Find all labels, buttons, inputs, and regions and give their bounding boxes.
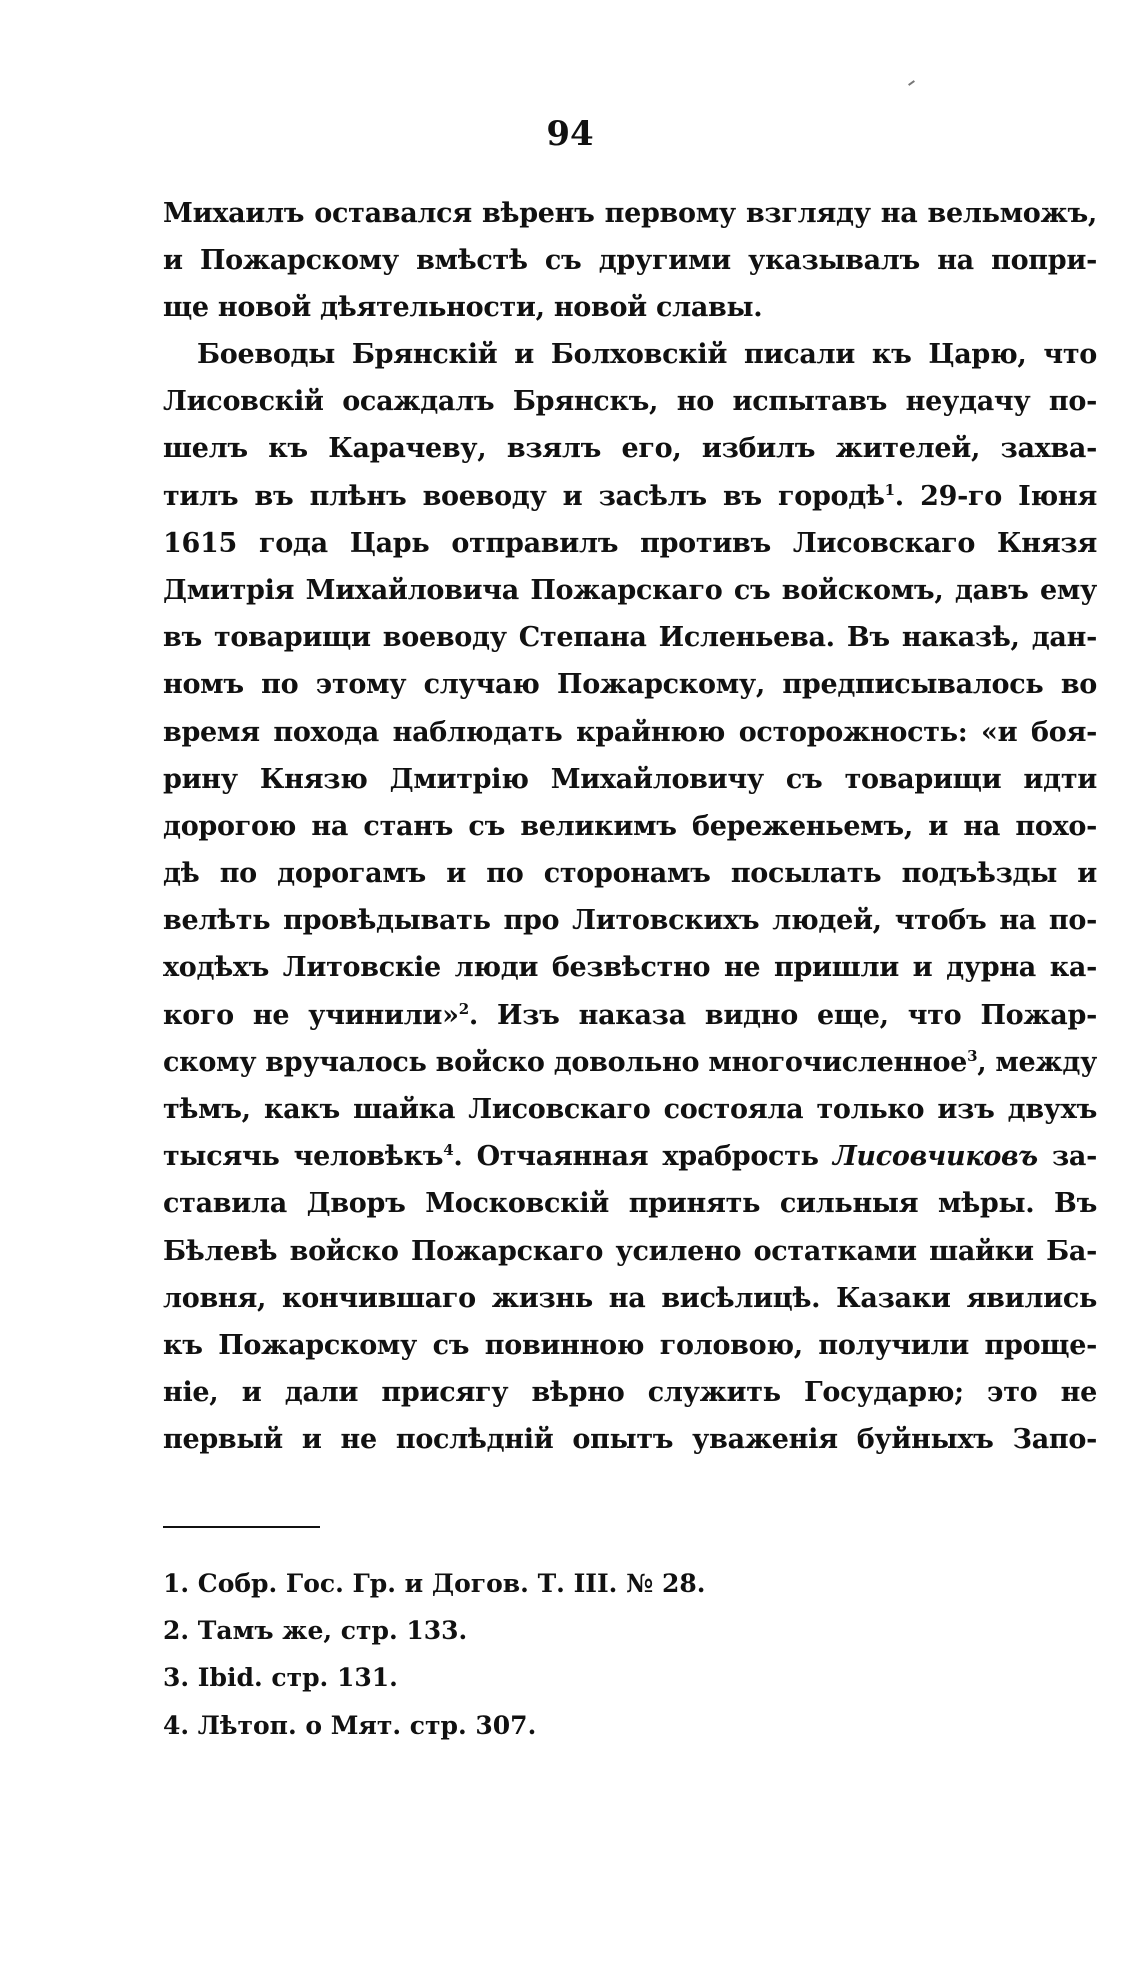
text-line: тѣмъ, какъ шайка Лисовскаго состояла только изъ двухъ [163, 1094, 1097, 1125]
line-segment: . 29-го Іюня [894, 480, 1097, 512]
italic-term: Лисовчиковъ [832, 1141, 1038, 1173]
footnotes [163, 1560, 863, 1749]
text-line: дорогою на станъ съ великимъ береженьемъ, и на похо- [163, 810, 1097, 842]
text-line [163, 1039, 1097, 1086]
text-line: въ товарищи воеводу Степана Исленьева. Въ наказѣ, дан- [163, 622, 1097, 654]
footnote-ref: 4 [443, 1141, 454, 1160]
text-line: Лисовскій осаждалъ Брянскъ, но испытавъ неудачу по- [163, 386, 1097, 418]
line-segment: за- [1037, 1141, 1097, 1173]
text-line: ловня, кончившаго жизнь на висѣлицѣ. Казаки явились [163, 1282, 1097, 1314]
main-paragraph [163, 331, 1097, 1464]
footnote: 1. Собр. Гос. Гр. и Догов. Т. III. № 28. [163, 1569, 706, 1598]
line-segment: кого не учинили» [163, 999, 459, 1031]
footnote: 4. Лѣтоп. о Мят. стр. 307. [163, 1710, 537, 1740]
text-line: шелъ къ Карачеву, взялъ его, избилъ жителей, захва- [163, 433, 1097, 465]
line-segment: тилъ въ плѣнъ воеводу и засѣлъ въ городѣ [163, 480, 885, 512]
text-line: Бѣлевѣ войско Пожарскаго усилено остатками шайки Ба- [163, 1235, 1097, 1267]
text-line: ще новой дѣятельности, новой славы. [163, 292, 763, 324]
text-line: номъ по этому случаю Пожарскому, предписывалось во [163, 669, 1097, 701]
footnote-ref: 2 [458, 999, 469, 1018]
line-segment: , между [977, 1046, 1097, 1078]
text-line: время похода наблюдать крайнюю осторожность: «и боя- [163, 716, 1097, 748]
text-line: Михаилъ оставался вѣренъ первому взгляду на вельможъ, [163, 198, 1097, 229]
text-line: Боеводы Брянскій и Болховскій писали къ Царю, что [197, 339, 1097, 370]
footnote-ref: 3 [967, 1046, 978, 1065]
footnote-divider [163, 1526, 320, 1528]
footnote: 2. Тамъ же, стр. 133. [163, 1616, 468, 1646]
text-line: и Пожарскому вмѣстѣ съ другими указывалъ на попри- [163, 245, 1097, 277]
text-line: рину Князю Дмитрію Михайловичу съ товарищи идти [163, 763, 1097, 795]
line-segment: скому вручалось войско довольно многочисленное [163, 1046, 968, 1078]
text-line: велѣть провѣдывать про Литовскихъ людей, чтобъ на по- [163, 905, 1097, 937]
text-line [163, 1133, 1097, 1180]
ink-speck [908, 80, 915, 86]
line-segment: . Отчаянная храбрость [453, 1141, 833, 1173]
line-segment: тысячь человѣкъ [163, 1141, 444, 1173]
text-line: дѣ по дорогамъ и по сторонамъ посылать подъѣзды и [163, 858, 1097, 890]
text-line [163, 992, 1097, 1039]
text-line: 1615 года Царь отправилъ противъ Лисовскаго Князя [163, 527, 1097, 559]
footnote-ref: 1 [884, 480, 895, 499]
text-line: первый и не послѣдній опытъ уваженія буйныхъ Запо- [163, 1424, 1097, 1456]
text-line [163, 473, 1097, 520]
footnote: 3. Ibid. стр. 131. [163, 1663, 398, 1693]
text-line: къ Пожарскому съ повинною головою, получили проще- [163, 1329, 1097, 1361]
text-line: Дмитрія Михайловича Пожарскаго съ войскомъ, давъ ему [163, 574, 1097, 606]
intro-paragraph [163, 190, 1097, 332]
line-segment: . Изъ наказа видно еще, что Пожар- [468, 999, 1097, 1031]
text-line: ніе, и дали присягу вѣрно служить Государю; это не [163, 1377, 1097, 1409]
page-number: 94 [546, 114, 594, 154]
text-line: ходѣхъ Литовскіе люди безвѣстно не пришли и дурна ка- [163, 952, 1097, 984]
text-line: ставила Дворъ Московскій принять сильныя мѣры. Въ [163, 1188, 1097, 1220]
